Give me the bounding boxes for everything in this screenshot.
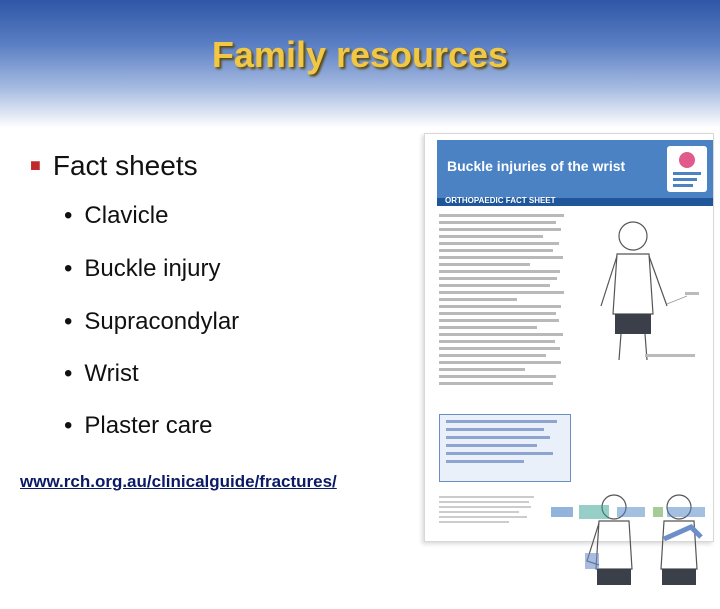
sub-bullet-label: Clavicle <box>84 202 169 229</box>
fact-sheet-thumbnail <box>424 133 714 542</box>
sub-bullet-label: Buckle injury <box>84 255 221 282</box>
dot-bullet-icon: • <box>64 202 73 229</box>
sub-bullet-buckle <box>64 255 220 283</box>
partner-logos-icon <box>549 499 709 529</box>
sub-bullet-plaster <box>64 412 212 440</box>
child-standing-illustration <box>575 214 705 364</box>
square-bullet-icon: ■ <box>30 155 41 175</box>
slide-title: Family resources <box>211 34 509 75</box>
bullet-label: Fact sheets <box>52 150 198 181</box>
fact-sheet-subtitle-bar <box>437 198 713 206</box>
fact-sheet-body-text <box>439 214 569 389</box>
fact-sheet-title: Buckle injuries of the wrist <box>447 158 626 174</box>
bullet-fact-sheets <box>30 150 198 182</box>
sub-bullet-wrist <box>64 360 139 388</box>
dot-bullet-icon: • <box>64 255 73 282</box>
dot-bullet-icon: • <box>64 308 73 335</box>
sub-bullet-label: Wrist <box>84 360 139 387</box>
sub-bullet-label: Plaster care <box>84 412 213 439</box>
hospital-logo-icon <box>667 146 707 192</box>
dot-bullet-icon: • <box>64 360 73 387</box>
fact-sheet-subtitle: ORTHOPAEDIC FACT SHEET <box>445 196 556 205</box>
dot-bullet-icon: • <box>64 412 73 439</box>
fact-sheet-callout-box <box>439 414 571 482</box>
sub-bullet-label: Supracondylar <box>84 308 240 335</box>
fractures-link[interactable]: www.rch.org.au/clinicalguide/fractures/ <box>20 472 337 491</box>
sub-bullet-supracondylar <box>64 308 239 336</box>
fact-sheet-header <box>437 140 713 198</box>
fact-sheet-footer-text <box>439 496 539 526</box>
sub-bullet-clavicle <box>64 202 168 230</box>
